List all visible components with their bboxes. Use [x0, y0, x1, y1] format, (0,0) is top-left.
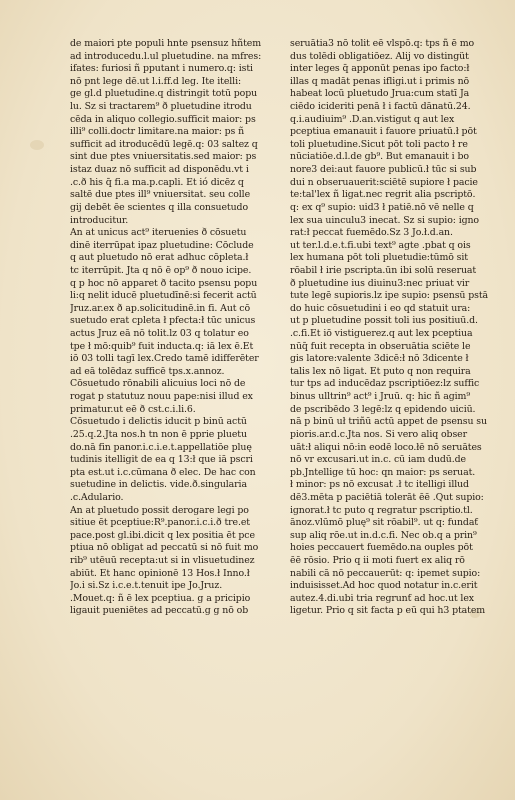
right-column-line: nabili cā nō peccauerūt: q: ipemet supio:: [290, 567, 481, 579]
right-column-line: illas q madāt penas ifligi.ut i primis nō: [290, 75, 470, 87]
left-column-line: Cōsuetudo i delictis iducit p binū actū: [70, 416, 247, 428]
right-column-line: habeat locū pluetudo Jrua:cum statī Ja: [290, 88, 470, 100]
left-column-line: rib⁹ utēuū recepta:ut si in vlisuetudinez: [70, 554, 255, 566]
left-column-line: dinē iterrūpat ipaz pluetudine: Cōclude: [70, 239, 254, 251]
right-text-column: [290, 38, 508, 768]
left-column-line: .c.Adulario.: [70, 491, 124, 503]
right-column-line: binus ulltrin⁹ act⁹ i Jruū. q: hic ñ agim⁹: [290, 391, 470, 403]
left-column-line: iō 03 tolli tagī lex.Credo tamē idifferēter: [70, 353, 259, 365]
left-column-line: An at unicus act⁹ iteruenies ð cōsuetu: [70, 227, 247, 239]
left-column-line: istaz duaz nō sufficit ad disponēdu.vt i: [70, 164, 249, 176]
right-column-line: pb.Jntellige tū hoc: qn maior: ps seruat.: [290, 466, 476, 478]
right-column-line: pceptiua emanauit i fauore priuatū.ł pōt: [290, 126, 477, 138]
right-column-line: de pscribēdo 3 legē:lz q epidendo uiciū.: [290, 403, 476, 415]
left-column-line: pta est.ut i.c.cūmana ð elec. De hac con: [70, 466, 256, 478]
right-column-line: q.i.audiuim⁹ .D.an.vistigut q aut lex: [290, 113, 455, 125]
left-column-line: tc iterrūpit. Jta q nō ē op⁹ ð nouo icipe.: [70, 264, 252, 276]
right-column-line: toli pluetudine.Sicut pōt toli pacto ł re: [290, 138, 468, 150]
left-text-column: [70, 38, 288, 768]
left-column-line: An at pluetudo possit derogare legi po: [70, 504, 249, 516]
left-column-line: tpe ł mō:quib⁹ fuit inducta.q: iā lex ē.Et: [70, 340, 254, 352]
left-column-line: sitiue ēt pceptiue:R⁹.panor.i.c.i.ð tre.et: [70, 517, 250, 529]
right-column-line: dui n obseruauerit:sciētē supiore ł pacie: [290, 176, 478, 188]
left-column-line: saltē due ptes ill⁹ vniuersitat. seu colle: [70, 189, 251, 201]
left-column-line: q aut pluetudo nō erat adhuc cōpleta.ł: [70, 252, 249, 264]
left-column-line: li:q nelit iducē pluetudīnē:si fecerit actū: [70, 290, 257, 302]
left-column-line: Cōsuetudo rōnabili alicuius loci nō de: [70, 378, 246, 390]
left-column-line: .c.ð his q̄ fi.a ma.p.capli. Et ió dicēz q: [70, 176, 244, 188]
left-column-line: abiūt. Et hanc opinionē 13 Hos.ł Inno.ł: [70, 567, 250, 579]
right-column-line: dē3.mēta p paciētiā tolerāt ēē .Qut supio:: [290, 491, 484, 503]
right-column-line: rōabil ł irie pscripta.ūn ibi solū reseruat: [290, 264, 477, 276]
right-column-line: ānoz.vlūmō pluę⁹ sit rōabil⁹. ut q: fundaƭ: [290, 517, 478, 529]
right-column-line: talis lex nō ligat. Et puto q non requira: [290, 365, 471, 377]
right-column-line: tute legē supioris.lz ipe supio: psensū pstā: [290, 290, 489, 302]
right-column-line: ligetur. Prio q sit facta p eū qui h3 ptatem: [290, 605, 486, 617]
left-column-line: ifates: furiosi ñ pputant i numero.q: isti: [70, 63, 253, 75]
right-column-line: ignorat.ł tc puto q regratur pscriptio.tl.: [290, 504, 473, 516]
right-column-line: gis latore:valente 3dicē:ł nō 3dicente ł: [290, 353, 469, 365]
left-column-line: cēda in aliquo collegio.sufficit maior: ps: [70, 113, 256, 125]
left-column-line: .Mouet.q: ñ ē lex pceptiua. g a pricipio: [70, 592, 251, 604]
left-column-line: lu. Sz si tractarem⁹ ð pluetudine itrodu: [70, 101, 252, 113]
left-column-line: ptiua nō obligat ad peccatū si nō fuit mo: [70, 542, 259, 554]
left-column-line: illi⁹ colli.doctr limitare.na maior: ps ñ: [70, 126, 245, 138]
right-column-line: lex humana pōt toli pluetudie:tūmō sit: [290, 252, 468, 264]
right-column-line: rat:ł peccat fuemēdo.Sz 3 Jo.ł.d.an.: [290, 227, 453, 239]
right-column-line: nō vr excusari.ut in.c. cū iam dudū.de: [290, 454, 466, 466]
left-column-line: ad eā tolēdaz sufficē tps.x.annoz.: [70, 365, 225, 377]
left-column-line: introducitur.: [70, 214, 129, 226]
left-column-line: suetudo erat cpleta ł pfecta:ł tūc unicus: [70, 315, 256, 327]
paper-stain: [30, 140, 44, 150]
left-column-line: nō pnt lege dē.ut l.i.ff.d leg. Ite itelli:: [70, 75, 242, 87]
right-column-line: nā p binū uł triñū actū appet de psensu su: [290, 416, 487, 428]
left-column-line: rogat p statutuz nouu pape:nisi illud ex: [70, 391, 253, 403]
right-column-line: ut ter.l.d.e.t.fi.ubi text⁹ agte .pbat q ois: [290, 239, 471, 251]
right-column-line: ēē rōsio. Prio q ii moti fuert ex aliq rō: [290, 554, 465, 566]
left-column-line: Jo.i si.Sz i.c.e.t.tenuit ipe Jo.Jruz.: [70, 580, 223, 592]
left-column-line: pace.post gl.ibi.dicit q lex positia ēt pce: [70, 529, 255, 541]
right-column-line: uāt:ł aliqui nō:in eodē loco.łē nō seruātes: [290, 441, 482, 453]
right-column-line: autez.4.di.ubi tria regrunƭ ad hoc.ut lex: [290, 592, 474, 604]
right-column-line: te:tal'lex ñ ligat.nec regrit alia pscriptō.: [290, 189, 476, 201]
right-column-line: nūciatiōe.d.l.de gb⁹. But emanauit i bo: [290, 151, 469, 163]
left-column-line: Jruz.ar.ex ð ap.solicitudinē.in fi. Aut cō: [70, 302, 250, 314]
left-column-line: primatur.ut eē ð cst.c.i.li.6.: [70, 403, 196, 415]
right-column-line: nūq̄ fuit recepta in obseruātia sciēte le: [290, 340, 471, 352]
left-column-line: ad introducedu.l.ul pluetudine. na mfres:: [70, 50, 262, 62]
right-column-line: induisisset.Ad hoc quod notatur in.c.erit: [290, 580, 478, 592]
right-column-line: .c.fi.Et iō vistiguerez.q aut lex pceptiua: [290, 328, 473, 340]
left-column-line: tudinis itelligit de ea q 13:ł que iā pscri: [70, 454, 253, 466]
left-column-line: do.nā fin panor.i.c.i.e.t.appellatiōe pluę: [70, 441, 252, 453]
right-column-line: pioris.ar.d.c.Jta nos. Si vero aliq obser: [290, 428, 467, 440]
right-column-line: ł minor: ps nō excusat .ł tc itelligi illud: [290, 479, 469, 491]
right-column-line: tur tps ad inducēdaz pscriptiōez:lz suffic: [290, 378, 480, 390]
right-column-line: sup aliq rōe.ut in.d.c.fi. Nec ob.q a prin⁹: [290, 529, 477, 541]
left-column-line: q p hoc nō apparet ð tacito psensu popu: [70, 277, 258, 289]
right-column-line: ð pluetudine ius diuinu3:nec priuat vir: [290, 277, 470, 289]
left-column-line: ge gl.d pluetudine.q distringit totū popu: [70, 88, 258, 100]
right-column-line: do huic cōsuetudini i eo qd statuit ura:: [290, 302, 471, 314]
right-column-line: dus tolēdi obligatiōez. Alij vo distingüt: [290, 50, 469, 62]
left-column-line: .25.q.2.Jta nos.h tn non ē pprie pluetu: [70, 428, 247, 440]
right-column-line: ciēdo icideriti penā ł i factū dānatū.24.: [290, 101, 471, 113]
right-column-line: q: ex q⁹ supio: uid3 ł patiē.nō vē nelle q: [290, 201, 474, 213]
left-column-line: ligauit pueniētes ad peccatū.g g nō ob: [70, 605, 249, 617]
right-column-line: hoies peccauert fuemēdo.na ouples pōt: [290, 542, 473, 554]
right-column-line: lex sua uinculu3 inecat. Sz si supio: igno: [290, 214, 479, 226]
left-column-line: suetudine in delictis. vide.ð.singularia: [70, 479, 247, 491]
right-column-line: inter leges q̄ apponūt penas ipo facto:ł: [290, 63, 470, 75]
left-column-line: actus Jruz eā nō tolit.lz 03 q tolatur eo: [70, 328, 249, 340]
right-column-line: seruātia3 nō tolit eē vlspō.q: tps ñ ē mo: [290, 38, 475, 49]
left-column-line: sint due ptes vniuersitatis.sed maior: ps: [70, 151, 257, 163]
right-column-line: nore3 dei:aut fauore publicū.ł tūc si sub: [290, 164, 477, 176]
left-column-line: de maiori pte populi hnte psensuz hñtem: [70, 38, 261, 49]
left-column-line: gij debēt ēe scientes q illa consuetudo: [70, 201, 248, 213]
right-column-line: ut p pluetudine possit toli ius positiuū.d.: [290, 315, 478, 327]
left-column-line: sufficit ad itroducēdū legē.q: 03 saltez q: [70, 138, 258, 150]
